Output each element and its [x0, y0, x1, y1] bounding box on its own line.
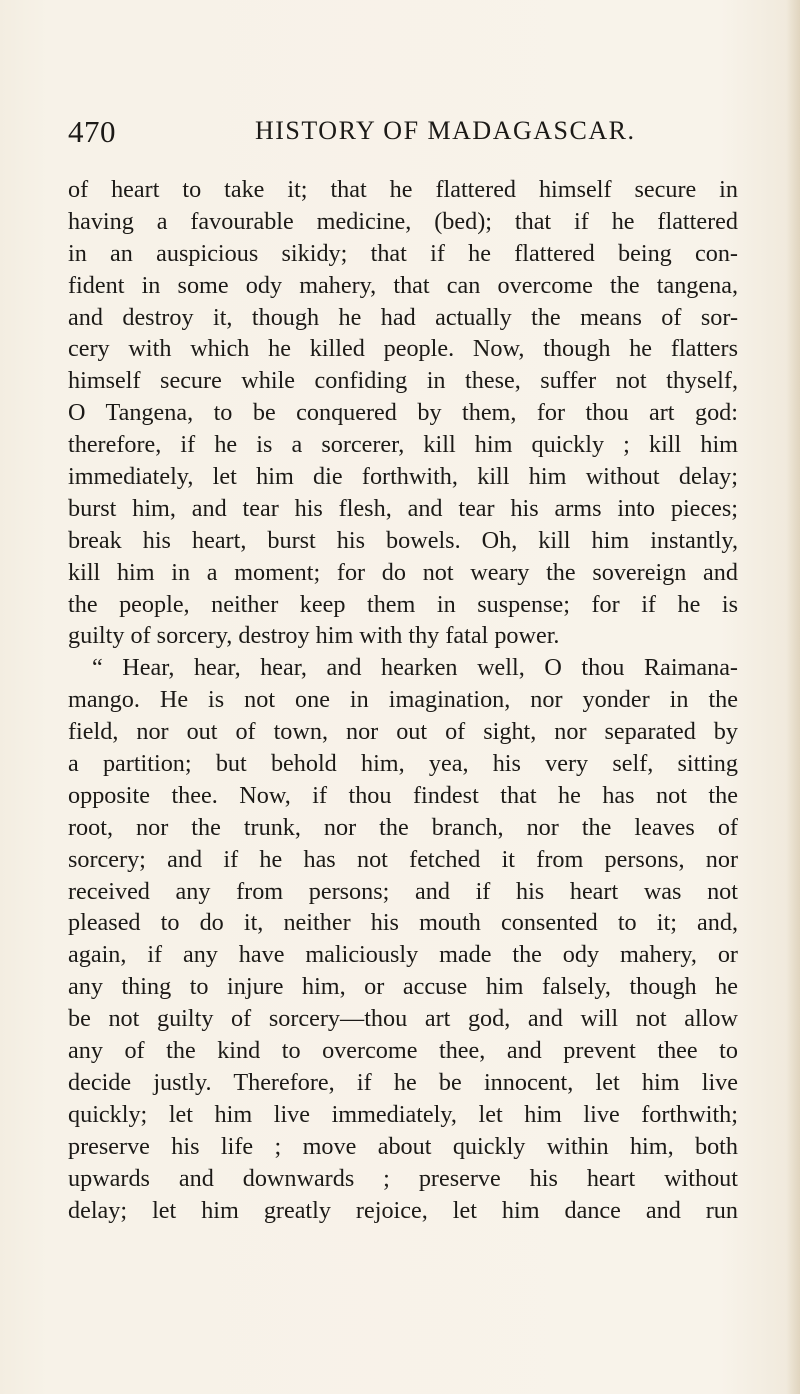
- text-line: pleased to do it, neither his mouth consented to it; and,: [68, 909, 738, 937]
- text-line: received any from persons; and if his heart was not: [68, 877, 738, 905]
- text-line: mango. He is not one in imagination, nor yonder in the: [68, 686, 738, 714]
- text-line: be not guilty of sorcery—thou art god, and will not allow: [68, 1005, 738, 1033]
- text-line: of heart to take it; that he flattered himself secure in: [68, 176, 738, 203]
- text-line: himself secure while confiding in these, suffer not thyself,: [68, 367, 738, 395]
- text-line: break his heart, burst his bowels. Oh, kill him instantly,: [68, 526, 738, 554]
- text-line: root, nor the trunk, nor the branch, nor the leaves of: [68, 813, 738, 841]
- text-line: in an auspicious sikidy; that if he flattered being con-: [68, 239, 738, 267]
- text-line: any thing to injure him, or accuse him falsely, though he: [68, 973, 738, 1001]
- text-line: immediately, let him die forthwith, kill him without delay;: [68, 463, 738, 491]
- text-line: O Tangena, to be conquered by them, for thou art god:: [68, 399, 738, 427]
- body-text: [68, 174, 738, 1226]
- text-line: kill him in a moment; for do not weary the sovereign and: [68, 558, 738, 586]
- text-line: quickly; let him live immediately, let him live forthwith;: [68, 1100, 738, 1128]
- text-line: and destroy it, though he had actually the means of sor-: [68, 303, 738, 331]
- text-line: therefore, if he is a sorcerer, kill him quickly ; kill him: [68, 431, 738, 459]
- text-line: guilty of sorcery, destroy him with thy fatal power.: [68, 622, 560, 650]
- running-head: [68, 114, 738, 154]
- page-number: 470: [68, 114, 116, 149]
- text-line: fident in some ody mahery, that can overcome the tangena,: [68, 271, 738, 299]
- text-line: upwards and downwards ; preserve his heart without: [68, 1164, 738, 1192]
- running-title: HISTORY OF MADAGASCAR.: [255, 116, 636, 145]
- text-line: a partition; but behold him, yea, his very self, sitting: [68, 750, 738, 778]
- text-line: field, nor out of town, nor out of sight, nor separated by: [68, 718, 738, 746]
- text-line: decide justly. Therefore, if he be innocent, let him live: [68, 1068, 738, 1096]
- text-line: any of the kind to overcome thee, and prevent thee to: [68, 1037, 738, 1065]
- text-line: delay; let him greatly rejoice, let him dance and run: [68, 1196, 738, 1224]
- text-line: sorcery; and if he has not fetched it from persons, nor: [68, 845, 738, 873]
- page-edge-shadow: [786, 0, 800, 1394]
- text-line: again, if any have maliciously made the ody mahery, or: [68, 941, 738, 969]
- text-line: preserve his life ; move about quickly within him, both: [68, 1132, 738, 1160]
- text-line: opposite thee. Now, if thou findest that he has not the: [68, 781, 738, 809]
- text-line: having a favourable medicine, (bed); that if he flattered: [68, 207, 738, 235]
- text-line: cery with which he killed people. Now, though he flatters: [68, 335, 738, 363]
- paragraph-start-line: “ Hear, hear, hear, and hearken well, O thou Raimana-: [92, 654, 738, 682]
- text-line: burst him, and tear his flesh, and tear his arms into pieces;: [68, 494, 738, 522]
- text-line: the people, neither keep them in suspense; for if he is: [68, 590, 738, 618]
